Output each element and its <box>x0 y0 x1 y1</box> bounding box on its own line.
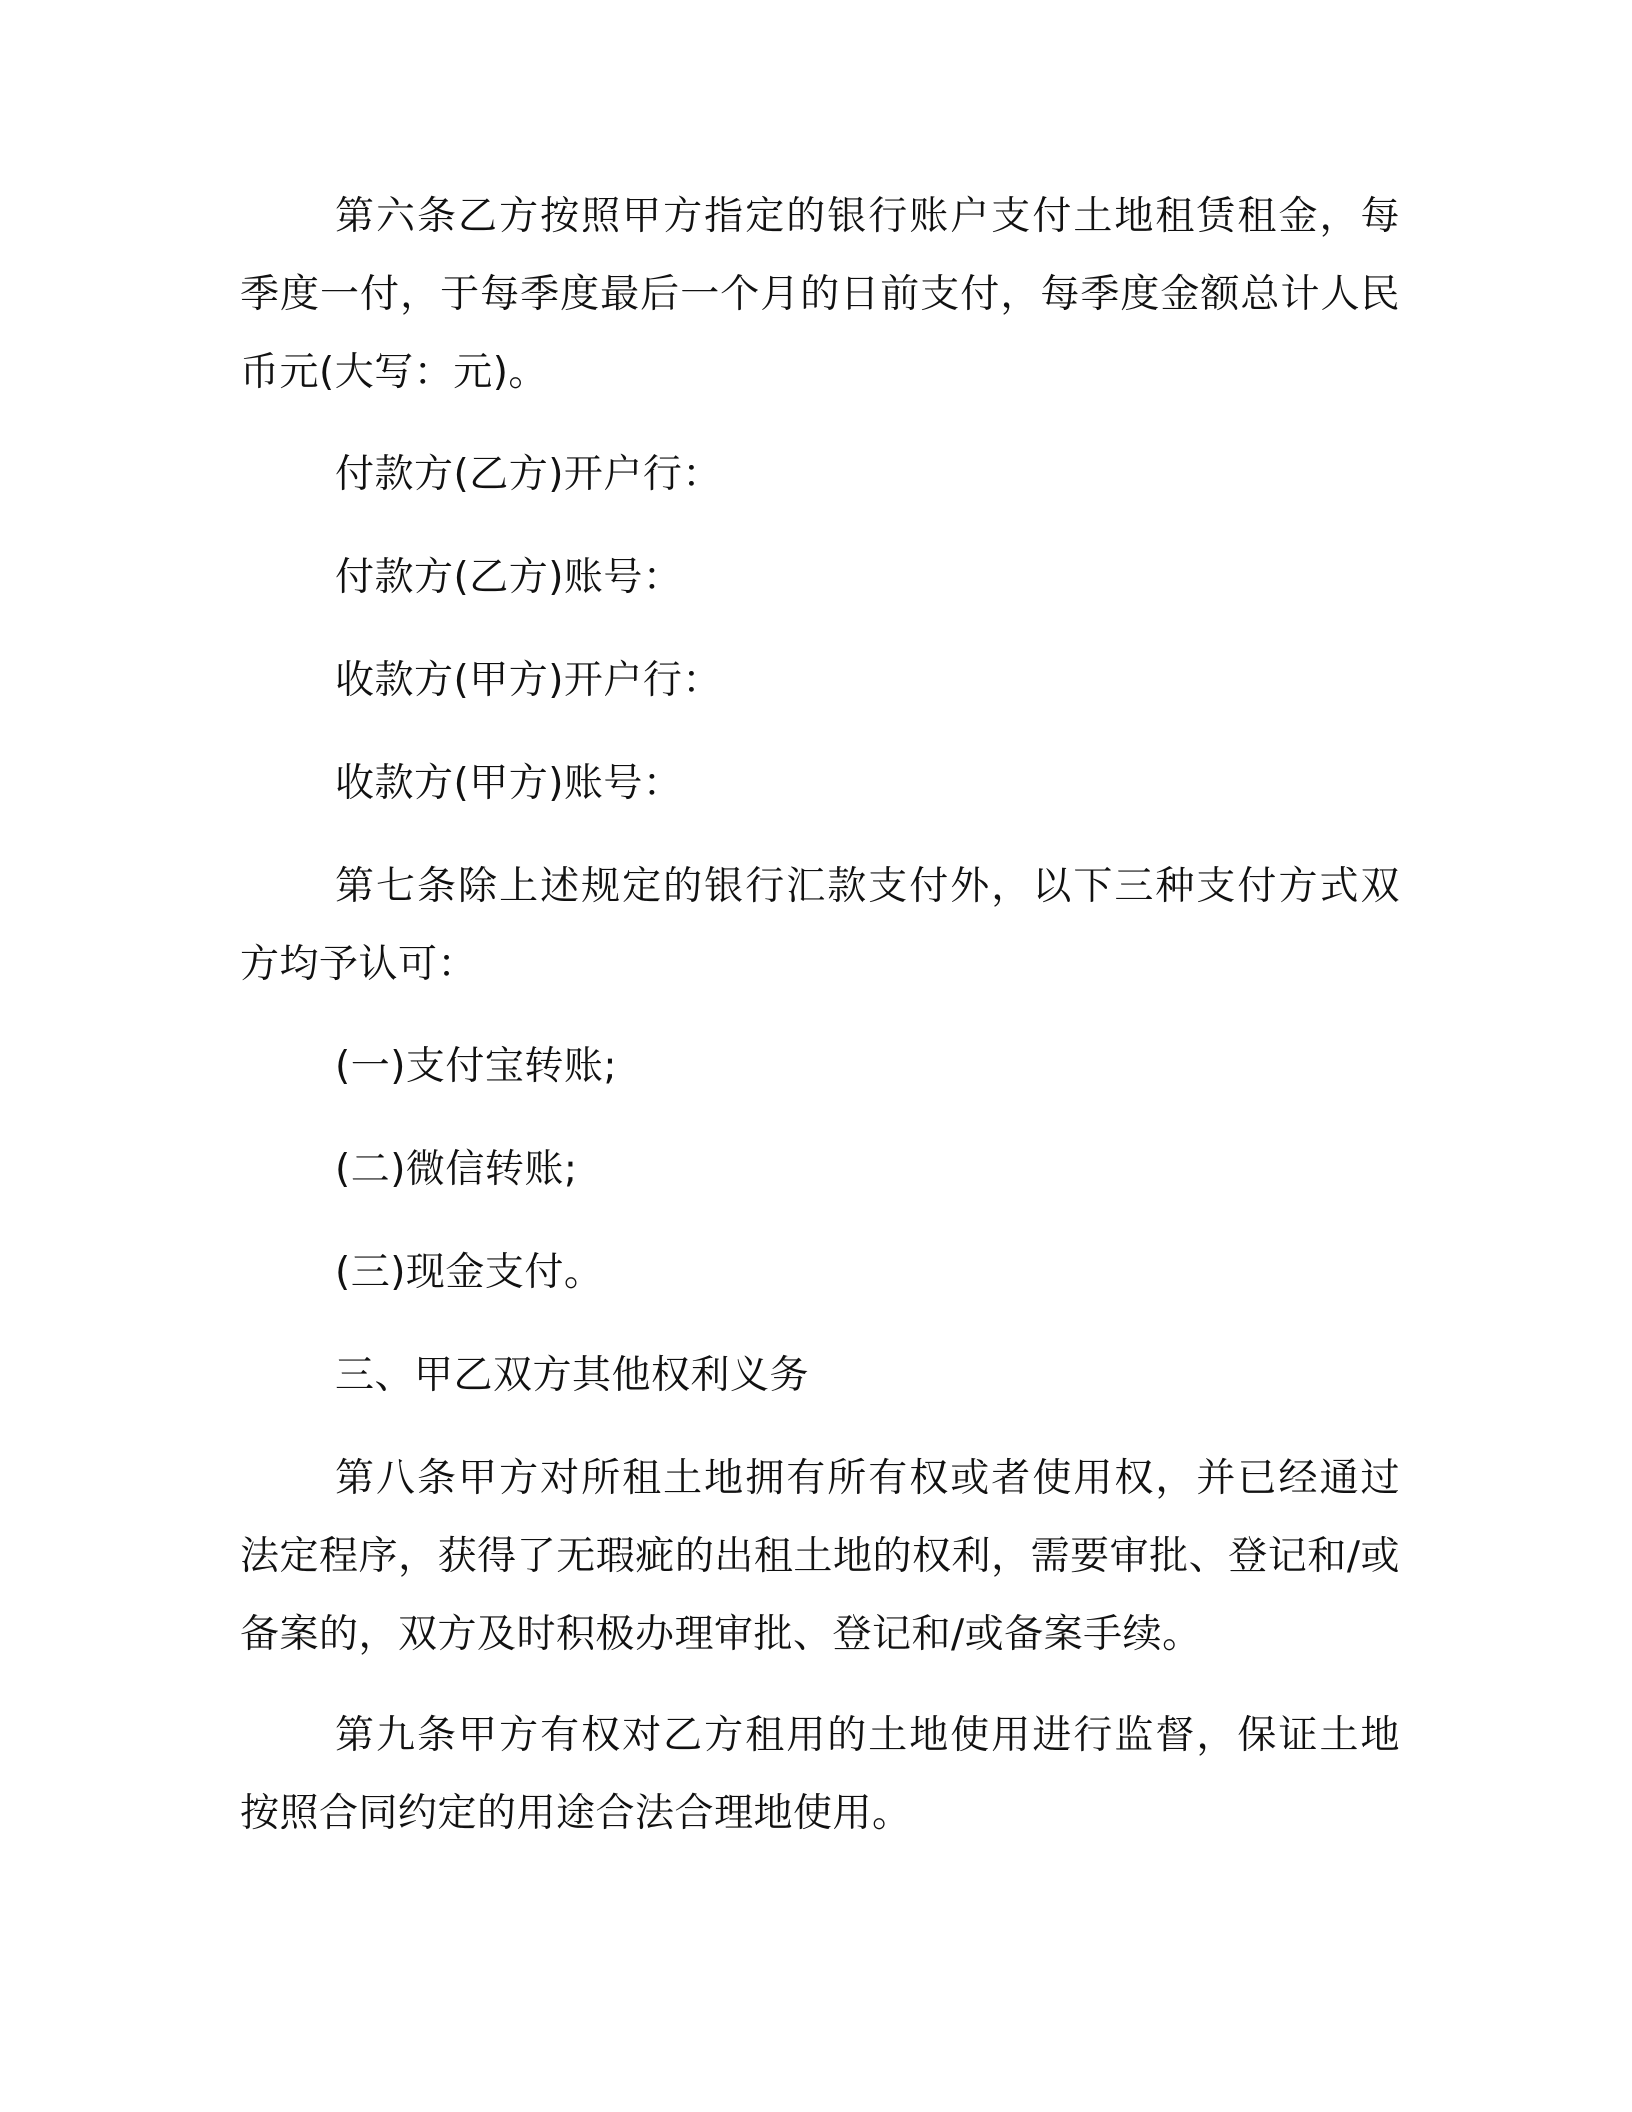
payee-bank-line: 收款方(甲方)开户行： <box>335 658 722 703</box>
payer-account-line: 付款方(乙方)账号： <box>335 555 683 600</box>
clause-7-paragraph: 第七条除上述规定的银行汇款支付外，以下三种支付方式双方均予认可： <box>240 864 1400 987</box>
payment-method-alipay: (一)支付宝转账; <box>335 1044 618 1089</box>
payment-method-wechat: (二)微信转账; <box>335 1147 578 1192</box>
payment-method-cash: (三)现金支付。 <box>335 1250 604 1295</box>
payer-bank-line: 付款方(乙方)开户行： <box>335 452 722 497</box>
section-3-heading: 三、甲乙双方其他权利义务 <box>335 1353 810 1398</box>
clause-6-paragraph: 第六条乙方按照甲方指定的银行账户支付土地租赁租金，每季度一付，于每季度最后一个月的日前支付，每季度金额总计人民币元(大写：元)。 <box>240 194 1400 395</box>
clause-8-paragraph: 第八条甲方对所租土地拥有所有权或者使用权，并已经通过法定程序，获得了无瑕疵的出租土地的权利，需要审批、登记和/或备案的，双方及时积极办理审批、登记和/或备案手续。 <box>240 1456 1400 1657</box>
payee-account-line: 收款方(甲方)账号： <box>335 761 683 806</box>
clause-9-paragraph: 第九条甲方有权对乙方租用的土地使用进行监督，保证土地按照合同约定的用途合法合理地使用。 <box>240 1713 1400 1836</box>
